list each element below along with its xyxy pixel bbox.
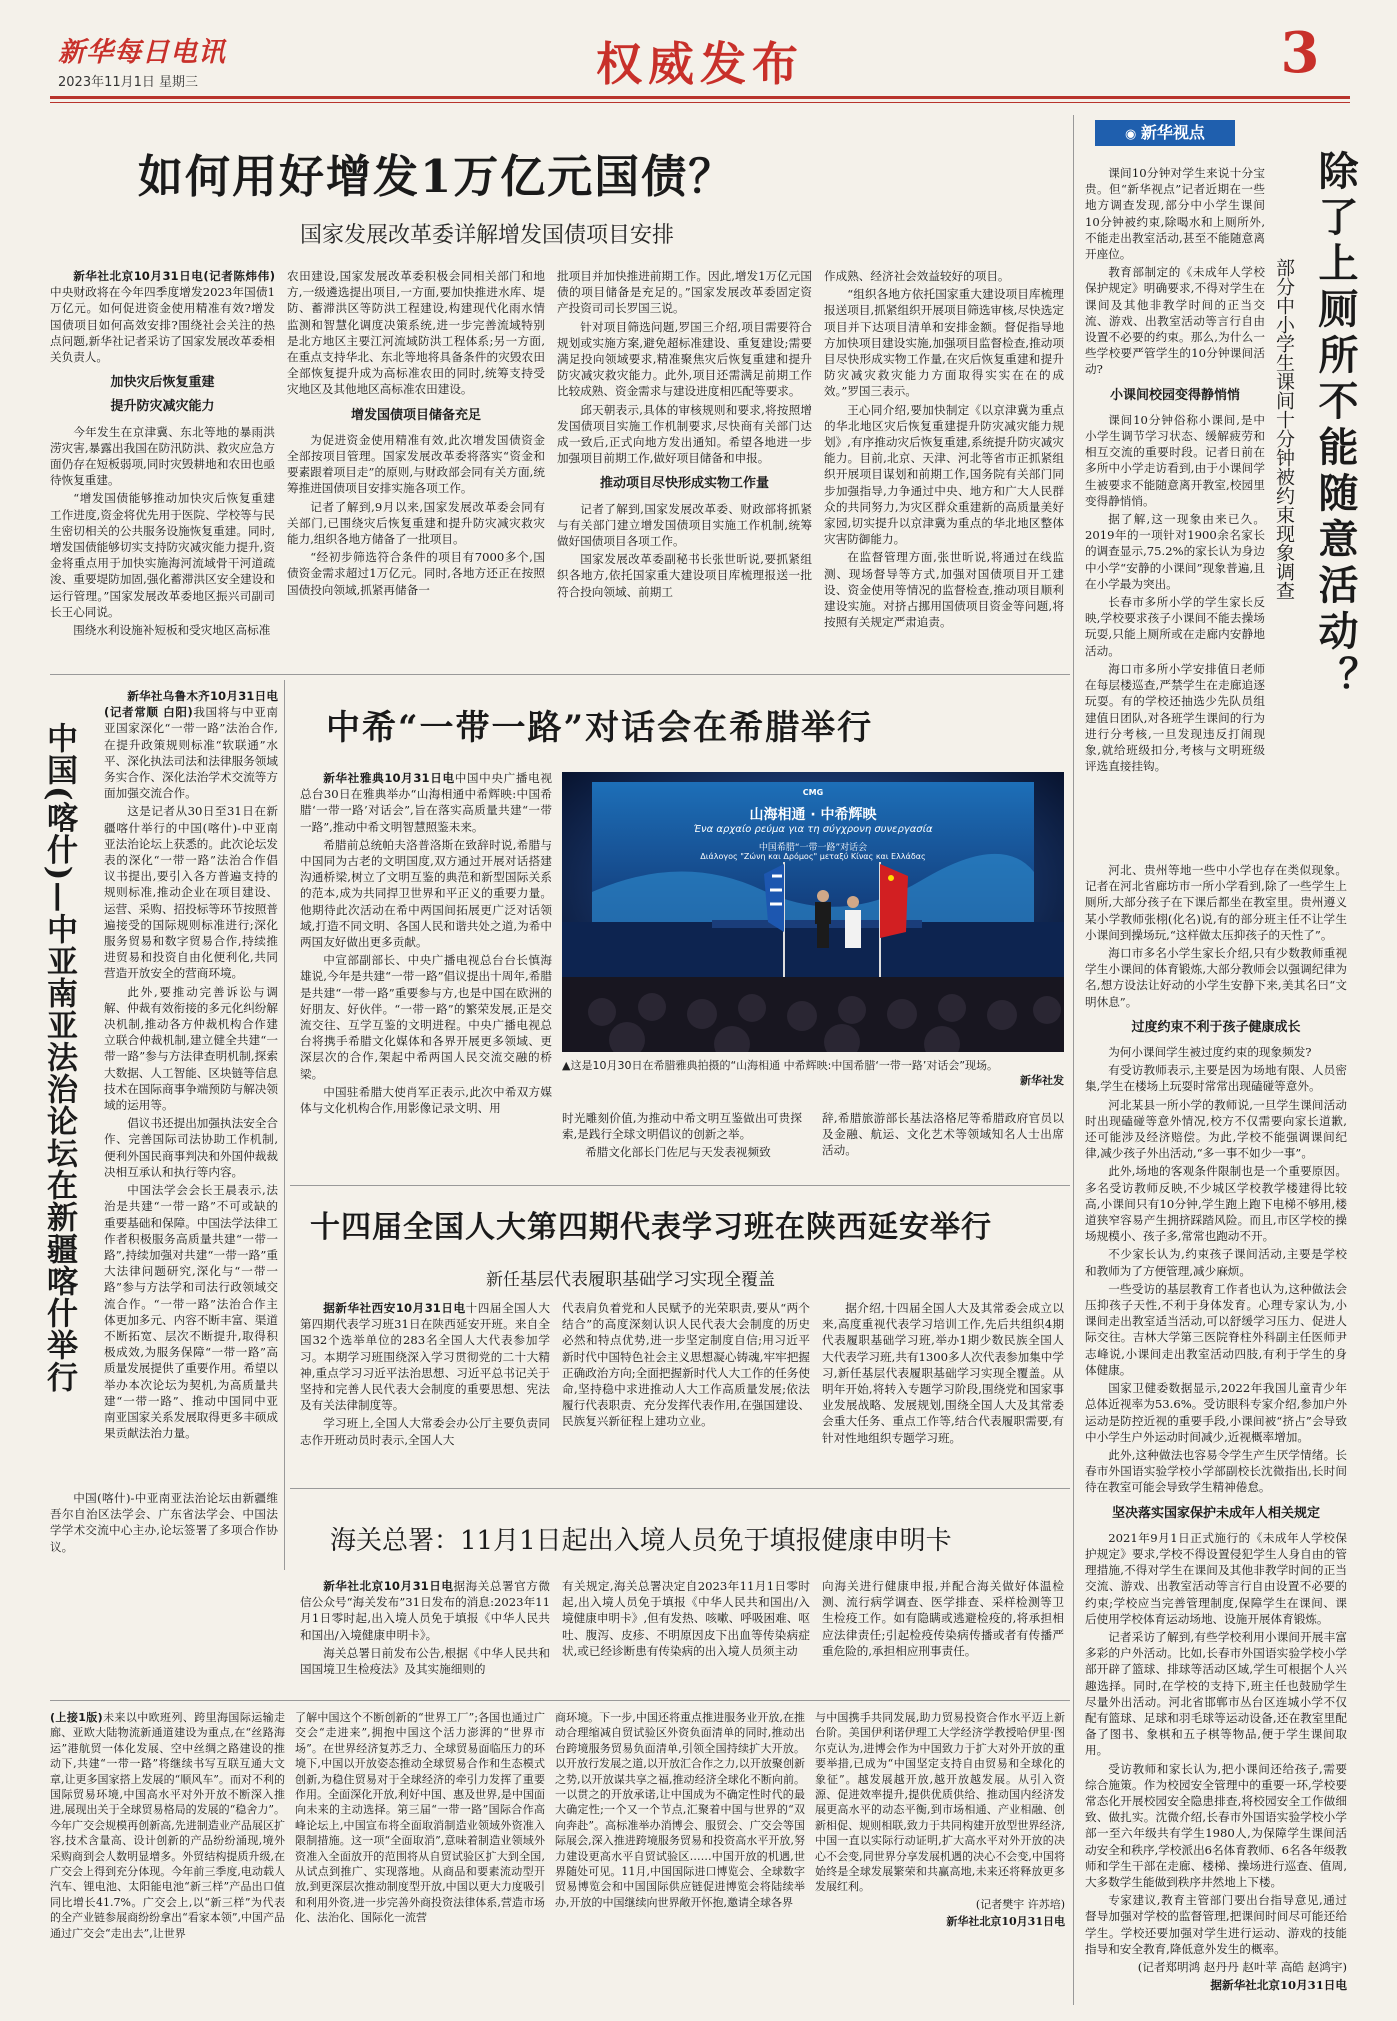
article-customs-col2 <box>562 1578 810 1678</box>
paragraph: 倡议书还提出加强执法安全合作、完善国际司法协助工作机制,便利外国民商事判决和外国仲裁裁决相互承认和执行等内容。 <box>104 1116 278 1179</box>
event-photo <box>562 772 1064 1052</box>
paragraph: 学习班上,全国人大常委会办公厅主要负责同志作开班动员时表示,全国人大 <box>300 1416 550 1447</box>
paragraph: 针对项目筛选问题,罗国三介绍,项目需要符合规划或实施方案,避免超标准建设、重复建设;需要满足投向领域要求,精准聚焦灾后恢复重建和提升防灾减灾救灾能力。此外,项目还需满足前期工作比较成熟、资金需求与建设进度相匹配等要求。 <box>557 319 812 399</box>
dateline: 新华社雅典10月31日电 <box>323 771 455 785</box>
cmg-logo: CMG <box>802 788 824 797</box>
paragraph: 国家发展改革委副秘书长张世昕说,要抓紧组织各地方,依托国家重大建设项目库梳理报送一批符合投向领域、前期工 <box>557 552 812 599</box>
paragraph: 课间10分钟俗称小课间,是中小学生调节学习状态、缓解疲劳和相互交流的重要时段。记者日前在多所中小学走访看到,由于小课间学生被要求不能随意离开教室,校园里变得静悄悄。 <box>1085 412 1265 508</box>
byline: (记者樊宇 许苏培) <box>975 1897 1065 1911</box>
dateline: 新华社北京10月31日电 <box>323 1579 454 1593</box>
article-greece-col1 <box>300 770 552 1180</box>
paragraph: 据了解,这一现象由来已久。2019年的一项针对1900余名家长的调查显示,75.2%的家长认为身边中小学“安静的小课间”现象普遍,且在小学最为突出。 <box>1085 512 1265 591</box>
article-npc-col2 <box>562 1300 810 1480</box>
column-badge-label: 新华视点 <box>1140 123 1205 142</box>
paragraph: 中国驻希腊大使肖军正表示,此次中希双方媒体与文化机构合作,用影像记录文明、用 <box>300 1084 552 1116</box>
dateline: 据新华社北京10月31日电 <box>1210 1978 1347 1993</box>
subheading: 小课间校园变得静悄悄 <box>1109 387 1240 403</box>
masthead <box>0 0 1397 120</box>
divider-vertical <box>1073 115 1074 2005</box>
article-customs-col3 <box>822 1578 1064 1678</box>
paragraph: 中国中央广播电视总台30日在雅典举办“山海相通中希辉映:中国希腊‘一带一路’对话会”,旨在落实高质量共建“一带一路”,推动中希文明智慧照鉴未来。 <box>300 771 552 834</box>
article-bonds-col1 <box>50 268 275 663</box>
article-customs-col1 <box>300 1578 550 1678</box>
masthead-rule-thin <box>50 102 1350 103</box>
article-recess-col-main <box>1085 862 1347 2002</box>
photo-credit: 新华社发 <box>1020 1074 1064 1087</box>
paragraph: 在监督管理方面,张世昕说,将通过在线监测、现场督导等方式,加强对国债项目开工建设、资金使用等情况的监督检查,推动项目顺利建设实施。对挤占挪用国债项目资金等问题,将按照有关规定严肃追责。 <box>824 550 1064 630</box>
subheading: 提升防灾减灾能力 <box>110 399 215 415</box>
paragraph: 据海关总署官方微信公众号“海关发布”31日发布的消息:2023年11月1日零时起,出入境人员免于填报《中华人民共和国出/入境健康申明卡》。 <box>300 1579 550 1642</box>
paragraph: 课间10分钟对学生来说十分宝贵。但“新华视点”记者近期在一些地方调查发现,部分中小学生课间10分钟被约束,除喝水和上厕所外,不能走出教室活动,甚至不能随意离开座位。 <box>1085 166 1265 262</box>
paragraph: 希腊前总统帕夫洛普洛斯在致辞时说,希腊与中国同为古老的文明国度,双方通过开展对话搭建沟通桥梁,树立了文明互鉴的典范和新型国际关系的范本,成为共同捍卫世界和平正义的重要力量。他期待此次活动在希中两国间拓展更广泛对话领域,打造不同文明、各国人民和谐共处之道,为希中两国友好做出更多贡献。 <box>300 837 552 950</box>
article-bonds-col3 <box>557 268 812 663</box>
article-greece-title: 中希“一带一路”对话会在希腊举行 <box>326 708 874 748</box>
continued-col3 <box>555 1710 805 2005</box>
paragraph: 中国法学会会长王晨表示,法治是共建“一带一路”不可或缺的重要基础和保障。中国法学法律工作者积极服务高质量共建“一带一路”,持续加强对共建“一带一路”重大法律问题研究,深化与“一带一路”参与方法学和司法行政领域交流合作。“一带一路”法治合作主体更加多元、内容不断丰富、渠道不断拓宽、层次不断提升,取得积极成效,为服务保障“一带一路”高质量发展提供了重要作用。希望以举办本次论坛为契机,为高质量共建“一带一路”、推动中国同中亚南亚国家关系发展取得更多丰硕成果贡献法治力量。 <box>104 1183 278 1441</box>
paragraph: 作成熟、经济社会效益较好的项目。 <box>824 269 1010 283</box>
divider <box>50 674 1070 675</box>
divider <box>290 1185 1070 1186</box>
subheading: 增发国债项目储备充足 <box>350 407 481 423</box>
paragraph: 此外,这种做法也容易令学生产生厌学情绪。长春市外国语实验学校小学部副校长沈微指出,长时间待在教室可能会导致学生精神倦怠。 <box>1085 1447 1347 1495</box>
paragraph: 河北某县一所小学的教师说,一旦学生课间活动时出现磕碰等意外情况,校方不仅需要向家长道歉,还可能涉及经济赔偿。为此,学校不能强调课间纪律,减少孩子外出活动,“多一事不如少一事”。 <box>1085 1097 1347 1161</box>
paragraph: 专家建议,教育主管部门要出台指导意见,通过督导加强对学校的监督管理,把课间时间尽可能还给学生。学校还要加强对学生进行运动、游戏的技能指导和安全教育,降低意外发生的概率。 <box>1085 1893 1347 1956</box>
dateline: 新华社北京10月31日电(记者陈炜伟) <box>73 269 275 283</box>
paragraph: 一些受访的基层教育工作者也认为,这种做法会压抑孩子天性,不利于身体发育。心理专家认为,小课间走出教室适当活动,可以舒缓学习压力、促进人际交往。吉林大学第三医院脊柱外科副主任医师尹志峰说,小课间走出教室活动四肢,有利于学生的身体健康。 <box>1085 1281 1347 1377</box>
paragraph: 农田建设,国家发展改革委积极会同相关部门和地方,一级遴选提出项目,一方面,要加快推进水库、堤防、蓄滞洪区等防洪工程建设,构建现代化雨水情监测和智慧化调度决策系统,进一步完善流域特别是北方地区主要江河流域防洪工程体系;另一方面,在重点支持华北、东北等地将具备条件的灾毁农田全部恢复提升成为高标准农田的同时,统筹支持受灾地区及其他地区高标准农田建设。 <box>287 269 545 397</box>
paragraph: 王心同介绍,要加快制定《以京津冀为重点的华北地区灾后恢复重建提升防灾减灾能力规划》,有序推动灾后恢复重建,系统提升防灾减灾能力。目前,北京、天津、河北等省市正抓紧组织开展项目谋划和前期工作,国务院有关部门同步加强指导,力争通过中央、地方和广大人民群众的共同努力,为灾区群众重建新的高质量美好家园,切实提升以京津冀为重点的华北地区整体灾害防御能力。 <box>824 402 1064 547</box>
paragraph: 中国(喀什)-中亚南亚法治论坛由新疆维吾尔自治区法学会、广东省法学会、中国法学学术交流中心主办,论坛签署了多项合作协议。 <box>50 1491 278 1554</box>
screen-subtitle-cn: 中国希腊“一带一路”对话会 <box>758 843 868 853</box>
divider <box>290 1488 1070 1489</box>
article-bonds-col4 <box>824 268 1064 663</box>
article-greece-col3 <box>822 1110 1064 1180</box>
article-kashgar-col-bottom <box>50 1490 278 1570</box>
article-recess-subtitle: 部分中小学生课间十分钟被约束现象调查 <box>1273 258 1295 600</box>
subheading: 推动项目尽快形成实物工作量 <box>599 476 769 492</box>
article-npc-subtitle: 新任基层代表履职基础学习实现全覆盖 <box>486 1270 775 1290</box>
paragraph: 海口市多所小学安排值日老师在每层楼巡查,严禁学生在走廊追逐玩耍。有的学校还抽选少先队员组建值日团队,对各班学生课间的行为进行分考核,一旦发现违反打闹现象,就给班级扣分,考核与文明班级评选直接挂钩。 <box>1085 661 1265 774</box>
article-customs-title: 海关总署：11月1日起出入境人员免于填报健康申明卡 <box>330 1526 952 1556</box>
article-greece-col2 <box>562 1110 802 1180</box>
article-npc-col1 <box>300 1300 550 1480</box>
paragraph: 希腊文化部长门佐尼与天发表视频致 <box>585 1145 771 1160</box>
paragraph: 代表肩负着党和人民赋予的光荣职责,要从“两个结合”的高度深刻认识人民代表大会制度的历史必然和特点优势,进一步坚定制度自信;用习近平新时代中国特色社会主义思想凝心铸魂,牢牢把握正确政治方向;全面把握新时代人大工作的任务使命,坚持稳中求进推动人大工作高质量发展;依法履行代表职责、充分发挥代表作用,在强国建设、民族复兴新征程上建功立业。 <box>562 1301 810 1429</box>
paragraph: 河北、贵州等地一些中小学也存在类似现象。记者在河北省廊坊市一所小学看到,除了一些学生上厕所,大部分孩子在下课后都坐在教室里。贵州遵义某小学教师张栩(化名)说,有的部分班主任不让学生小课间到操场玩,“这样做太压抑孩子的天性了”。 <box>1085 863 1347 942</box>
paragraph: “组织各地方依托国家重大建设项目库梳理报送项目,抓紧组织开展项目筛选审核,尽快选定项目并下达项目清单和安排金额。督促指导地方加快项目建设实施,加强项目监督检查,推动项目尽快形成实物工作量,在灾后恢复重建和提升防灾减灾救灾能力方面取得实实在在的成效。”罗国三表示。 <box>824 287 1064 399</box>
paragraph: 中央财政将在今年四季度增发2023年国债1万亿元。如何促进资金使用精准有效?增发国债项目如何高效安排?围绕社会关注的热点问题,新华社记者采访了国家发展改革委相关负责人。 <box>50 285 275 365</box>
article-kashgar-title: 中国(喀什)—中亚南亚法治论坛在新疆喀什举行 <box>41 722 77 1394</box>
article-bonds-col2 <box>287 268 545 663</box>
screen-title-gr: Ένα αρχαίο ρεύμα για τη σύγχρονη συνεργασία <box>693 824 933 835</box>
subheading: 坚决落实国家保护未成年人相关规定 <box>1111 1505 1320 1521</box>
paragraph: 为促进资金使用精准有效,此次增发国债资金全部按项目管理。国家发展改革委将落实“资金和要素跟着项目走”的原则,与财政部会同有关方面,统筹推进国债项目安排实施各项工作。 <box>287 432 545 496</box>
paragraph: 有关规定,海关总署决定自2023年11月1日零时起,出入境人员免于填报《中华人民共和国出/入境健康申明卡》,但有发热、咳嗽、呼吸困难、呕吐、腹泻、皮疹、不明原因皮下出血等传染病症状,或已经诊断患有传染病的出入境人员须主动 <box>562 1579 810 1658</box>
paragraph: 教育部制定的《未成年人学校保护规定》明确要求,不得对学生在课间及其他非教学时间的正当交流、游戏、出教室活动等言行自由设置不必要的约束。那么,为什么一些学校要严管学生的10分钟课间活动? <box>1085 265 1265 377</box>
paragraph: 记者了解到,9月以来,国家发展改革委会同有关部门,已围绕灾后恢复重建和提升防灾减灾救灾能力,组织各地方储备了一批项目。 <box>287 499 545 547</box>
paragraph: 为何小课间学生被过度约束的现象频发? <box>1108 1045 1312 1060</box>
paragraph: 海关总署日前发布公告,根据《中华人民共和国国境卫生检疫法》及其实施细则的 <box>300 1645 550 1677</box>
paragraph: 不少家长认为,约束孩子课间活动,主要是学校和教师为了方便管理,减少麻烦。 <box>1085 1247 1347 1278</box>
paragraph: 长春市多所小学的学生家长反映,学校要求孩子小课间不能去操场玩耍,只能上厕所或在走廊内安静地活动。 <box>1085 595 1265 658</box>
paragraph: 有受访教师表示,主要是因为场地有限、人员密集,学生在楼场上玩耍时常常出现磕碰等意外。 <box>1085 1063 1347 1094</box>
divider-vertical <box>284 680 285 1570</box>
article-bonds-title: 如何用好增发1万亿元国债？ <box>138 150 736 203</box>
paragraph: 邱天朝表示,具体的审核规则和要求,将按照增发国债项目实施工作机制要求,尽快商有关部门达成一致后,正式向地方发出通知。希望各地进一步加强项目前期工作,做好项目储备和申报。 <box>557 402 812 466</box>
paragraph: 了解中国这个不断创新的“世界工厂”;各国也通过广交会“走进来”,拥抱中国这个活力澎湃的“世界市场”。在世界经济复苏乏力、全球贸易面临压力的环境下,中国以开放姿态推动全球贸易合作和生态模式创新,为稳住贸易对于全球经济的牵引力发挥了重要作用。全面深化开放,利好中国、惠及世界,是中国面向未来的主动选择。第三届“一带一路”国际合作高峰论坛上,中国宣布将全面取消制造业领域外资准入限制措施。这一项“全面取消”,意味着制造业领域外资准入全面放开的范围将从自贸试验区扩大到全国,从试点到推广、实现落地。从商品和要素流动型开放,到更深层次推动制度型开放,中国以更大力度吸引和利用外资,进一步完善外商投资法律体系,营造市场化、法治化、国际化一流营 <box>295 1711 545 1925</box>
caption-text: ▲这是10月30日在希腊雅典拍摄的“山海相通 中希辉映:中国希腊‘一带一路’对话会”现场。 <box>562 1059 999 1072</box>
dateline: 新华社北京10月31日电 <box>946 1915 1065 1929</box>
logo-text: 新华每日电讯 <box>58 37 226 68</box>
section-title: 权威发布 <box>596 37 804 91</box>
screen-subtitle-gr: Διάλογος "Ζώνη και Δρόμος" μεταξύ Κίνας και Ελλάδας <box>700 852 926 861</box>
paragraph: 2021年9月1日正式施行的《未成年人学校保护规定》要求,学校不得设置侵犯学生人身自由的管理措施,不得对学生在课间及其他非教学时间的正当交流、游戏、出教室活动等言行自由设置不必要的约束;学校应当完善管理制度,保障学生在课间、课后使用学校体育运动场地、设施开展体育锻炼。 <box>1085 1530 1347 1626</box>
article-npc-col3 <box>822 1300 1064 1480</box>
paragraph: 今年发生在京津冀、东北等地的暴雨洪涝灾害,暴露出我国在防汛防洪、救灾应急方面仍存在短板弱项,同时灾毁耕地和农田也亟待恢复重建。 <box>50 424 275 488</box>
paragraph: 这是记者从30日至31日在新疆喀什举行的中国(喀什)-中亚南亚法治论坛上获悉的。此次论坛发表的深化“一带一路”法治合作倡议书提出,要引入各方普遍支持的规则标准,推动企业在项目建设、运营、采购、招投标等环节按照普遍接受的国际规则标准进行;深化服务贸易和数字贸易合作,持续推进贸易和投资自由化便利化,共同营造开放安全的营商环境。 <box>104 804 278 981</box>
paragraph: 时光雕刻价值,为推动中希文明互鉴做出可贵探索,是践行全球文明倡议的创新之举。 <box>562 1111 802 1142</box>
dateline: 新华社乌鲁木齐10月31日电(记者常顺 白阳) <box>104 689 278 720</box>
article-recess-title: 除了上厕所不能随意活动？ <box>1312 150 1359 702</box>
paragraph: 据介绍,十四届全国人大及其常委会成立以来,高度重视代表学习培训工作,先后共组织4期代表履职基础学习班,举办1期少数民族全国人大代表学习班,共有1300多人次代表参加集中学习,新任基层代表履职基础学习实现全覆盖。从明年开始,将转入专题学习阶段,围绕党和国家事业发展战略、发展规划,围绕全国人大及其常委会重大任务、重点工作等,结合代表履职需要,有针对性地组织专题学习班。 <box>822 1301 1064 1445</box>
continued-col4 <box>815 1710 1065 2005</box>
paragraph: 十四届全国人大第四期代表学习班31日在陕西延安开班。来自全国32个选举单位的283名全国人大代表参加学习。本期学习班围绕深入学习贯彻党的二十大精神,重点学习习近平法治思想、习近平总书记关于坚持和完善人民代表大会制度的重要思想、宪法及有关法律制度等。 <box>300 1301 550 1413</box>
paragraph: 中宣部副部长、中央广播电视总台台长慎海雄说,今年是共建“一带一路”倡议提出十周年,希腊是共建“一带一路”重要参与方,也是中国在欧洲的好朋友、好伙伴。“一带一路”的繁荣发展,正是交流交往、互学互鉴的文明进程。中央广播电视总台将携手希腊文化媒体和各界开展更多领域、更深层次的合作,架起中希两国人民交流交融的桥梁。 <box>300 953 552 1081</box>
masthead-rule <box>50 96 1350 99</box>
photo-caption <box>562 1058 1002 1073</box>
paragraph: 受访教师和家长认为,把小课间还给孩子,需要综合施策。作为校园安全管理中的重要一环,学校要常态化开展校园安全隐患排查,将校园安全工作做细致、做扎实。沈微介绍,长春市外国语实验学校小学部一至六年级共有学生1980人,为保障学生课间活动安全和秩序,学校派出6名体育教师、6名各年级教师和学生干部在走廊、楼梯、操场进行巡查、值周,大多数学生能做到秩序井然地上下楼。 <box>1085 1761 1347 1889</box>
paragraph: 记者了解到,国家发展改革委、财政部将抓紧与有关部门建立增发国债项目实施工作机制,统筹做好国债项目各项工作。 <box>557 501 812 549</box>
paragraph: 国家卫健委数据显示,2022年我国儿童青少年总体近视率为53.6%。受访眼科专家介绍,参加户外运动是防控近视的重要手段,小课间被“挤占”会导致中小学生户外运动时间减少,近视概率增加。 <box>1085 1381 1347 1444</box>
divider <box>50 1700 1070 1701</box>
paragraph: 商环境。下一步,中国还将重点推进服务业开放,在推动合理缩减自贸试验区外资负面清单的同时,推动出台跨境服务贸易负面清单,引领全国持续扩大开放。以开放行发展之道,以开放汇合作之力,以开放聚创新之势,以开放谋共享之福,推动经济全球化不断向前。一以贯之的开放承诺,让中国成为不确定性时代的最大确定性;一个又一个节点,汇聚着中国与世界的“双向奔赴”。高标准举办消博会、服贸会、广交会等国际展会,深入推进跨境服务贸易和投资高水平开放,努力建设更高水平自贸试验区……中国开放的机遇,世界随处可见。11月,中国国际进口博览会、全球数字贸易博览会和中国国际供应链促进博览会将陆续举办,开放的中国继续向世界敞开怀抱,邀请全球各界 <box>555 1711 805 1909</box>
paragraph: “增发国债能够推动加快灾后恢复重建工作进度,资金将优先用于医院、学校等与民生密切相关的公共服务设施恢复重建。同时,增发国债能够切实支持防灾减灾能力提升,资金将重点用于加快实施海河流域骨干河道疏浚、重要堤防加固,强化蓄滞洪区安全建设和运行管理。”国家发展改革委地区振兴司副司长王心同说。 <box>50 491 275 619</box>
paragraph: 围绕水利设施补短板和受灾地区高标准 <box>73 623 271 638</box>
paragraph: 未来以中欧班列、跨里海国际运输走廊、亚欧大陆物流新通道建设为重点,在“丝路海运”港航贸一体化发展、空中丝绸之路建设的推动下,共建“一带一路”将继续书写互联互通大文章,让更多国家搭上发展的“顺风车”。而对不利的国际贸易环境,中国高水平对外开放不断深入推进,展现出关于全球贸易格局的发展的“稳舍力”。今年广交会规模再创新高,先进制造业产品展区扩容,技术含量高、设计创新的产品纷纷涌现,境外采购商到会人数明显增多。外贸结构提质升级,在广交会上得到充分体现。今年前三季度,电动载人汽车、锂电池、太阳能电池“新三样”产品出口值同比增长41.7%。广交会上,以“新三样”为代表的全产业链参展商纷纷拿出“看家本领”,中国产品通过广交会“走出去”,让世界 <box>50 1711 285 1940</box>
continued-col1 <box>50 1710 285 2005</box>
article-npc-title: 十四届全国人大第四期代表学习班在陕西延安举行 <box>310 1210 992 1245</box>
masthead-logo <box>58 30 258 90</box>
continued-col2 <box>295 1710 545 2005</box>
byline: (记者郑明鸿 赵丹丹 赵叶苹 高皓 赵鸿宇) <box>1137 1960 1347 1974</box>
paragraph: 向海关进行健康申报,并配合海关做好体温检测、流行病学调查、医学排查、采样检测等卫生检疫工作。如有隐瞒或逃避检疫的,将承担相应法律责任;引起检疫传染病传播或者有传播严重危险的,承担相应刑事责任。 <box>822 1579 1064 1658</box>
paragraph: 海口市多名小学生家长介绍,只有少数教师重视学生小课间的体育锻炼,大部分教师会以强调纪律为名,想方设法让好动的小学生安静下来,美其名曰“文明休息”。 <box>1085 946 1347 1009</box>
screen-title-cn: 山海相通 · 中希辉映 <box>749 807 877 823</box>
subheading: 过度约束不利于孩子健康成长 <box>1131 1019 1301 1035</box>
issue-date: 2023年11月1日 星期三 <box>58 75 199 90</box>
paragraph: 此外,要推动完善诉讼与调解、仲裁有效衔接的多元化纠纷解决机制,推动各方仲裁机构合作建立联合仲裁机制,建立健全共建“一带一路”参与方法律查明机制,探索大数据、人工智能、区块链等信息技术在国际商事争端预防与解决领域的运用等。 <box>104 984 278 1113</box>
paragraph: “经初步筛选符合条件的项目有7000多个,国债资金需求超过1万亿元。同时,各地方还正在按照国债投向领域,抓紧再储备一 <box>287 550 545 597</box>
paragraph: 批项目并加快推进前期工作。因此,增发1万亿元国债的项目储备是充足的。”国家发展改革委固定资产投资司司长罗国三说。 <box>557 269 812 316</box>
paragraph: 与中国携手共同发展,助力贸易投资合作水平迈上新台阶。美国伊利诺伊理工大学经济学教授哈伊里·图尔克认为,进博会作为中国致力于扩大对外开放的重要举措,已成为“中国坚定支持自由贸易和全球化的象征”。越发展越开放,越开放越发展。从引入资源、促进效率提升,提供优质供给、推动国内经济发展更高水平的动态平衡,到市场相通、产业相融、创新相促、规则相联,致力于共同构建开放型世界经济,中国一直以实际行动证明,扩大高水平对外开放的决心不会变,同世界分享发展机遇的决心不会变,中国将始终是全球发展繁荣和共赢高地,未来还将释放更多发展红利。 <box>815 1711 1065 1894</box>
column-badge <box>1095 120 1235 146</box>
article-bonds-subtitle: 国家发展改革委详解增发国债项目安排 <box>300 223 675 248</box>
camera-icon: ◉ <box>1125 127 1141 142</box>
paragraph: 辞,希腊旅游部长基法洛格尼等希腊政府官员以及金融、航运、文化艺术等领域知名人士出席活动。 <box>822 1111 1064 1158</box>
subheading: 加快灾后恢复重建 <box>110 375 215 391</box>
paragraph: 此外,场地的客观条件限制也是一个重要原因。多名受访教师反映,不少城区学校教学楼建得比较高,小课间只有10分钟,学生跑上跑下电梯不够用,楼道狭窄容易产生拥挤踩踏风险。而且,市区学校的操场规模小、孩子多,常常也跑动不开。 <box>1085 1164 1347 1244</box>
paragraph: 我国将与中亚南亚国家深化“一带一路”法治合作,在提升政策规则标准“软联通”水平、深化执法司法和法律服务领域务实合作、深化法治学术交流等方面加强交流合作。 <box>104 705 278 801</box>
page-number: 3 <box>1280 20 1320 86</box>
continued-label: (上接1版) <box>50 1711 103 1724</box>
article-kashgar-col-top <box>104 688 278 1488</box>
dateline: 据新华社西安10月31日电 <box>323 1301 466 1315</box>
paragraph: 记者采访了解到,有些学校利用小课间开展丰富多彩的户外活动。比如,长春市外国语实验学校小学部开辟了篮球、排球等活动区域,学生可根据个人兴趣选择。同时,在学校的支持下,班主任也鼓励学生尽量外出活动。河北省邯郸市丛台区连城小学不仅配有篮球、足球和羽毛球等运动设备,还在教室里配备了图书、象棋和五子棋等物品,便于学生课间取用。 <box>1085 1629 1347 1758</box>
